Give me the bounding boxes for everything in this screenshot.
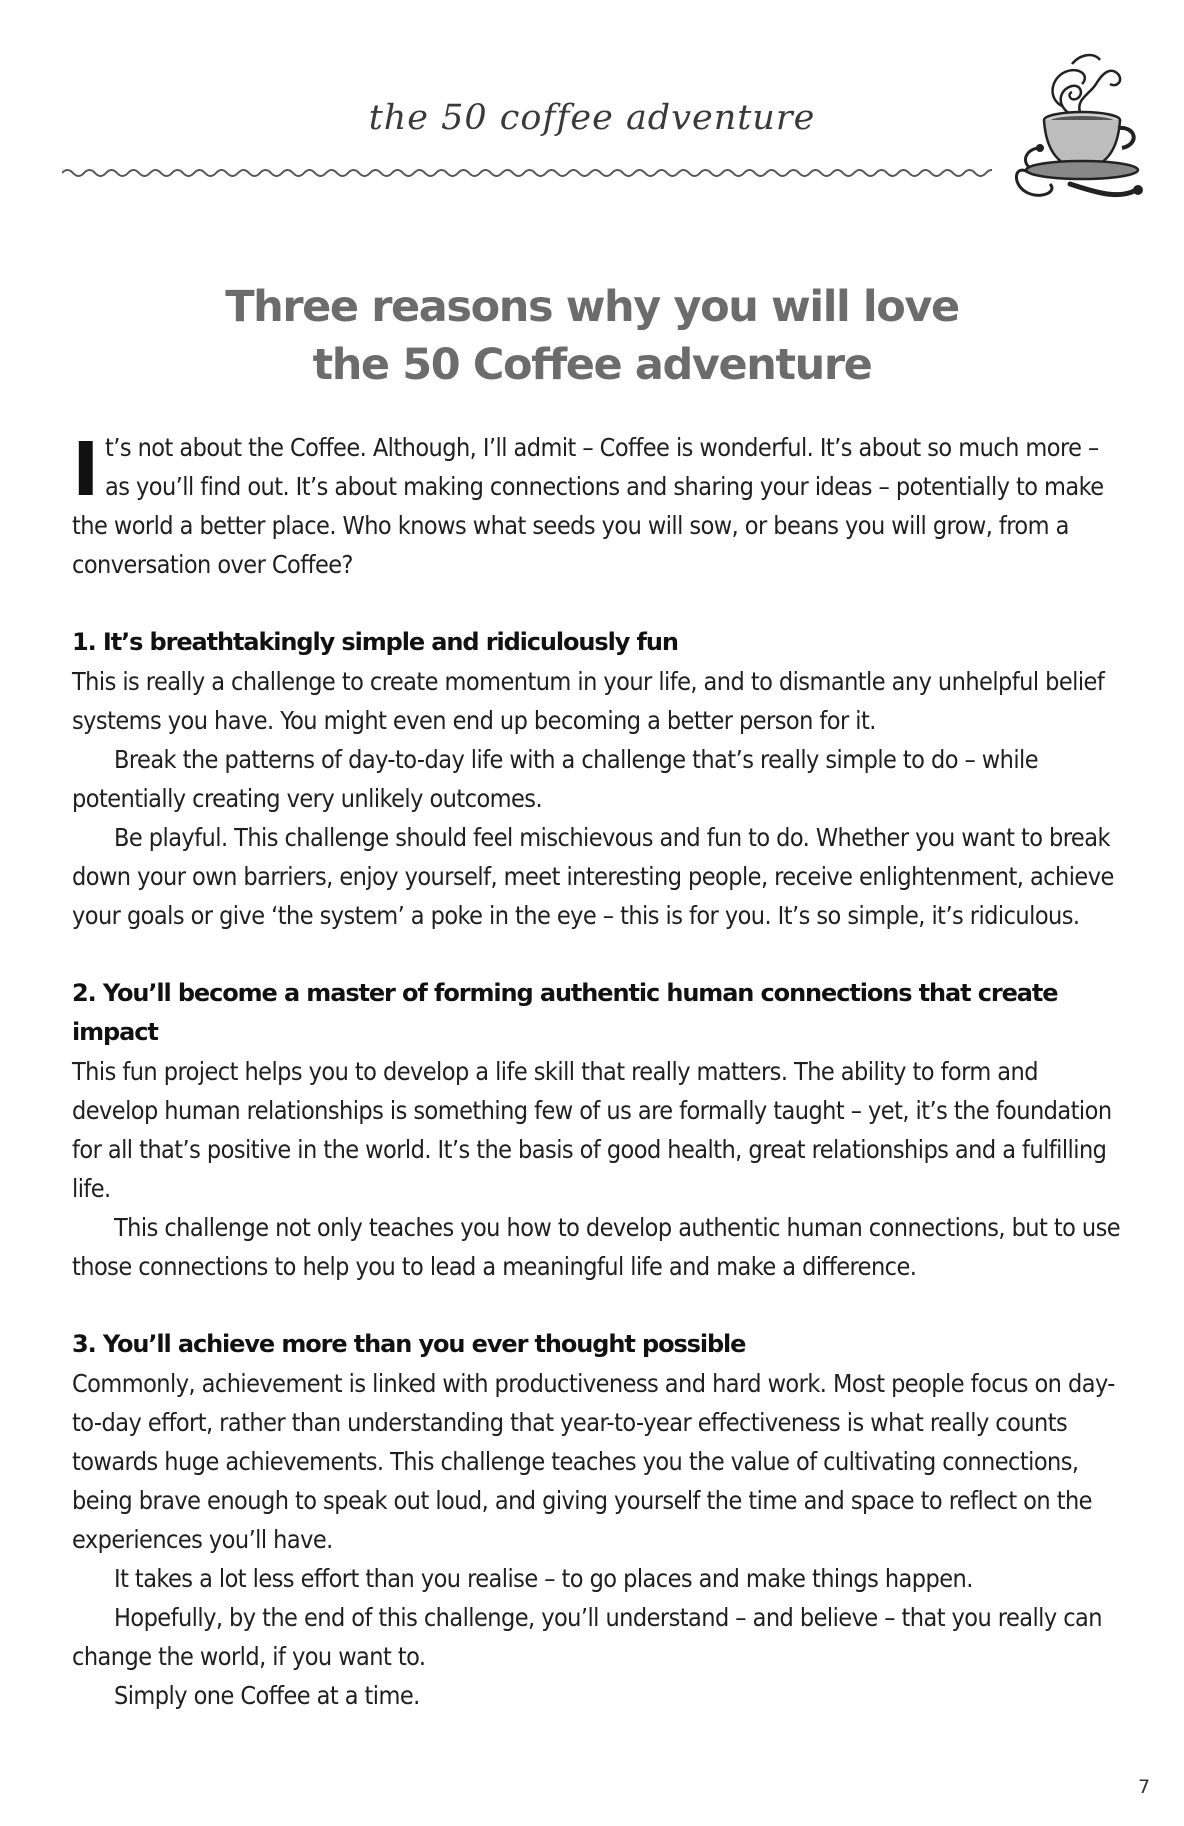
section-1-paragraph: This is really a challenge to create momentum in your life, and to dismantle any unhelpful belief systems you have. You might even end up becoming a better person for it.: [72, 667, 1105, 735]
section-3-paragraph: It takes a lot less effort than you realise – to go places and make things happen.: [114, 1564, 973, 1593]
section-3-paragraph: Commonly, achievement is linked with productiveness and hard work. Most people focus on day-to-day effort, rather than understanding that year-to-year effectiveness is what really counts towards huge achievements. This challenge teaches you the value of cultivating connections, being brave enough to speak out loud, and giving yourself the time and space to reflect on the experiences you’ll have.: [72, 1369, 1115, 1554]
wavy-divider: [62, 166, 992, 180]
section-1-paragraph: Be playful. This challenge should feel mischievous and fun to do. Whether you want to break down your own barriers, enjoy yourself, meet interesting people, receive enlightenment, achieve your goals or give ‘the system’ a poke in the eye – this is for you. It’s so simple, it’s ridiculous.: [72, 823, 1114, 930]
page-title-line-1: Three reasons why you will love: [225, 282, 959, 332]
section-3-paragraph: Simply one Coffee at a time.: [114, 1681, 420, 1710]
intro-paragraph: [72, 428, 1122, 584]
section-1-heading: 1. It’s breathtakingly simple and ridiculously fun: [72, 628, 678, 656]
section-3-paragraph: Hopefully, by the end of this challenge, you’ll understand – and believe – that you really can change the world, if you want to.: [72, 1603, 1102, 1671]
page-number: 7: [1138, 1776, 1151, 1798]
section-2-paragraph: This fun project helps you to develop a life skill that really matters. The ability to form and develop human relationships is something few of us are formally taught – yet, it’s the foundation for all that’s positive in the world. It’s the basis of good health, great relationships and a fulfilling life.: [72, 1057, 1112, 1203]
section-1-paragraph: Break the patterns of day-to-day life with a challenge that’s really simple to do – while potentially creating very unlikely outcomes.: [72, 745, 1039, 813]
drop-cap: I: [72, 427, 99, 513]
page-title: [0, 278, 1184, 394]
section-2-heading: 2. You’ll become a master of forming authentic human connections that create impact: [72, 979, 1058, 1046]
page-title-line-2: the 50 Coffee adventure: [312, 340, 872, 390]
section-2-paragraph: This challenge not only teaches you how to develop authentic human connections, but to use those connections to help you to lead a meaningful life and make a difference.: [72, 1213, 1121, 1281]
section-3-heading: 3. You’ll achieve more than you ever thought possible: [72, 1330, 746, 1358]
intro-text: t’s not about the Coffee. Although, I’ll admit – Coffee is wonderful. It’s about so much more – as you’ll find out. It’s about making connections and sharing your ideas – potentially to make the world a better place. Who knows what seeds you will sow, or beans you will grow, from a conversation over Coffee?: [72, 433, 1104, 579]
coffee-cup-icon: [1010, 44, 1150, 204]
body-content: [72, 428, 1122, 1715]
running-header-title: the 50 coffee adventure: [368, 98, 816, 138]
